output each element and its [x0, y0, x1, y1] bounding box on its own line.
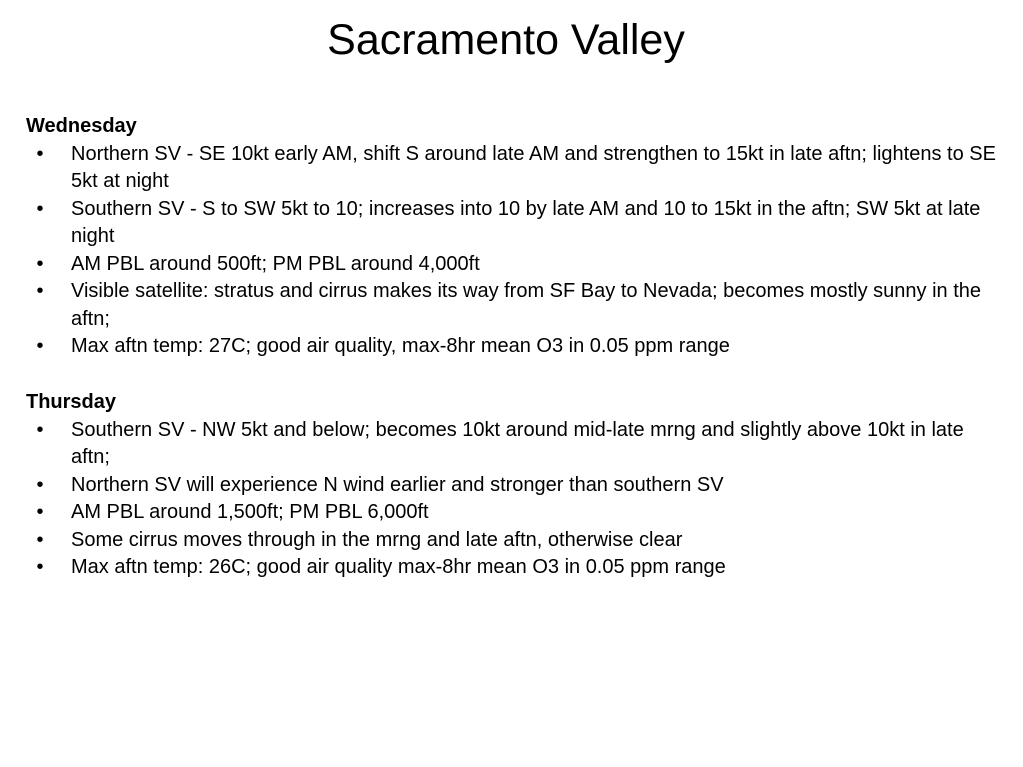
bullet-item [26, 499, 1001, 527]
bullet-dot-icon: • [36, 335, 44, 357]
bullet-item [26, 472, 1001, 500]
bullet-item [26, 196, 1001, 251]
bullet-item [26, 554, 1001, 582]
bullet-dot-icon: • [36, 528, 44, 551]
bullet-item [26, 417, 1001, 472]
bullet-dot-icon: • [36, 197, 44, 220]
bullet-item [26, 527, 1001, 555]
bullet-text: AM PBL around 500ft; PM PBL around 4,000ft [71, 252, 480, 275]
bullet-dot-icon: • [36, 556, 44, 578]
bullet-dot-icon: • [36, 252, 44, 275]
bullet-list-thursday [26, 417, 1001, 582]
bullet-text: Northern SV - SE 10kt early AM, shift S around late AM and strengthen to 15kt in late aftn; lightens to SE 5kt at night [71, 142, 996, 192]
bullet-item [26, 278, 1001, 333]
section-thursday [26, 389, 1001, 582]
bullet-text: Southern SV - NW 5kt and below; becomes 10kt around mid-late mrng and slightly above 10kt in late aftn; [71, 418, 964, 468]
bullet-dot-icon: • [36, 473, 44, 496]
bullet-dot-icon: • [36, 418, 44, 441]
bullet-list-wednesday [26, 141, 1001, 361]
bullet-text: Max aftn temp: 26C; good air quality max-8hr mean O3 in 0.05 ppm range [71, 556, 726, 578]
bullet-item [26, 141, 1001, 196]
bullet-text: Max aftn temp: 27C; good air quality, max-8hr mean O3 in 0.05 ppm range [71, 335, 730, 357]
bullet-item [26, 333, 1001, 361]
bullet-item [26, 251, 1001, 279]
bullet-text: AM PBL around 1,500ft; PM PBL 6,000ft [71, 501, 429, 523]
bullet-text: Visible satellite: stratus and cirrus makes its way from SF Bay to Nevada; becomes mostly sunny in the aftn; [71, 280, 981, 330]
bullet-text: Southern SV - S to SW 5kt to 10; increases into 10 by late AM and 10 to 15kt in the aftn; SW 5kt at late night [71, 197, 981, 247]
bullet-text: Some cirrus moves through in the mrng and late aftn, otherwise clear [71, 528, 683, 551]
section-heading-thursday: Thursday [26, 391, 117, 413]
bullet-text: Northern SV will experience N wind earlier and stronger than southern SV [71, 473, 724, 496]
slide-title: Sacramento Valley [327, 16, 685, 64]
bullet-dot-icon: • [36, 501, 44, 523]
bullet-dot-icon: • [36, 142, 44, 165]
bullet-dot-icon: • [36, 280, 44, 302]
section-wednesday [26, 113, 1001, 361]
section-heading-wednesday: Wednesday [26, 115, 137, 137]
